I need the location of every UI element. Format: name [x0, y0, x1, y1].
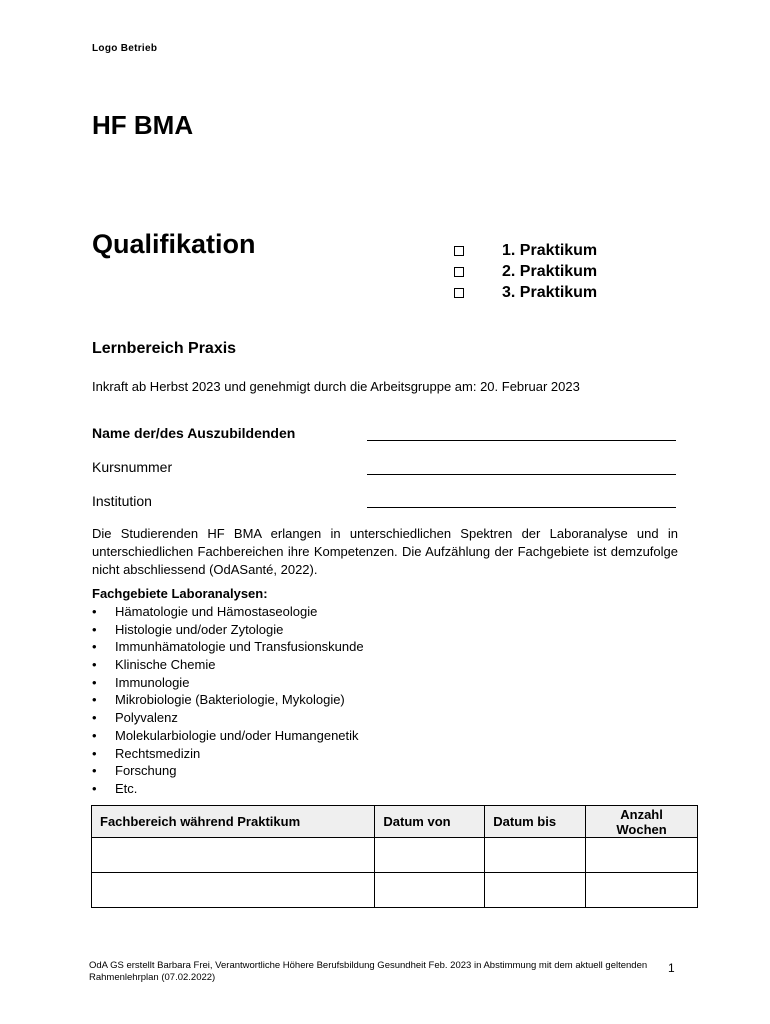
bullet-icon: •: [92, 763, 97, 779]
column-header-anzahl-wochen: Anzahl Wochen: [586, 806, 698, 838]
fachgebiete-list: [92, 603, 364, 798]
table-cell[interactable]: [485, 873, 586, 908]
course-number-field[interactable]: [367, 474, 676, 475]
list-item-text: Molekularbiologie und/oder Humangenetik: [115, 727, 359, 743]
bullet-icon: •: [92, 780, 97, 796]
column-header-fachbereich: Fachbereich während Praktikum: [92, 806, 375, 838]
document-title: HF BMA: [92, 110, 194, 140]
page-number: 1: [668, 961, 675, 975]
footer-text: OdA GS erstellt Barbara Frei, Verantwortliche Höhere Berufsbildung Gesundheit Feb. 2023 in Abstimmung mit dem aktuell geltenden Rahmenlehrplan (07.02.2022): [89, 960, 648, 983]
list-item-text: Hämatologie und Hämostaseologie: [115, 604, 318, 619]
list-item-text: Immunhämatologie und Transfusionskunde: [115, 639, 364, 655]
list-item: [92, 603, 364, 621]
bullet-icon: •: [92, 604, 97, 619]
praktikum-option-label: 1. Praktikum: [502, 241, 598, 259]
list-item: [92, 691, 364, 709]
praktikum-checkbox-group: [454, 240, 597, 303]
table-row: [92, 873, 698, 908]
intro-paragraph: Die Studierenden HF BMA erlangen in unterschiedlichen Spektren der Laboranalyse und in unterschiedlichen Fachbereichen ihre Kompetenzen. Die Aufzählung der Fachgebiete ist demzufolge nicht abschliessend (OdASanté, 2022).: [92, 526, 678, 577]
column-header-datum-von: Datum von: [375, 806, 485, 838]
praktikum-table: [91, 805, 698, 908]
praktikum-option-1[interactable]: [454, 240, 597, 261]
checkbox[interactable]: [454, 267, 464, 277]
list-item: [92, 638, 364, 656]
bullet-icon: •: [92, 657, 97, 673]
list-item-text: Histologie und/oder Zytologie: [115, 621, 284, 637]
table-cell[interactable]: [92, 838, 375, 873]
table-cell[interactable]: [485, 838, 586, 873]
course-number-label: Kursnummer: [92, 459, 173, 475]
table-cell[interactable]: [375, 873, 485, 908]
praktikum-option-label: 3. Praktikum: [502, 283, 598, 301]
bullet-icon: •: [92, 727, 97, 743]
list-item: [92, 780, 364, 798]
table-cell[interactable]: [375, 838, 485, 873]
list-item-text: Rechtsmedizin: [115, 745, 201, 761]
section-title: Lernbereich Praxis: [92, 340, 237, 357]
list-item-text: Polyvalenz: [115, 710, 178, 726]
list-item: [92, 745, 364, 763]
table-cell[interactable]: [586, 873, 698, 908]
praktikum-option-2[interactable]: [454, 261, 597, 282]
trainee-name-label: Name der/des Auszubildenden: [92, 425, 296, 441]
list-item: [92, 709, 364, 727]
list-item-text: Forschung: [115, 763, 177, 779]
list-item-text: Etc.: [115, 780, 138, 796]
checkbox[interactable]: [454, 288, 464, 298]
list-item: [92, 727, 364, 745]
bullet-icon: •: [92, 692, 97, 708]
table-cell[interactable]: [586, 838, 698, 873]
column-header-datum-bis: Datum bis: [485, 806, 586, 838]
bullet-icon: •: [92, 745, 97, 761]
list-item: [92, 674, 364, 692]
praktikum-option-3[interactable]: [454, 282, 597, 303]
praktikum-option-label: 2. Praktikum: [502, 262, 598, 280]
institution-field[interactable]: [367, 507, 676, 508]
bullet-icon: •: [92, 710, 97, 726]
list-item: [92, 762, 364, 780]
list-item: [92, 656, 364, 674]
table-cell[interactable]: [92, 873, 375, 908]
bullet-icon: •: [92, 674, 97, 690]
table-row: [92, 838, 698, 873]
list-item: [92, 621, 364, 639]
validity-note: Inkraft ab Herbst 2023 und genehmigt durch die Arbeitsgruppe am: 20. Februar 2023: [92, 379, 580, 394]
fachgebiete-title: Fachgebiete Laboranalysen:: [92, 586, 268, 601]
trainee-name-field[interactable]: [367, 440, 676, 441]
bullet-icon: •: [92, 621, 97, 637]
list-item-text: Mikrobiologie (Bakteriologie, Mykologie): [115, 692, 345, 708]
logo-placeholder: Logo Betrieb: [92, 43, 158, 54]
list-item-text: Klinische Chemie: [115, 657, 216, 673]
bullet-icon: •: [92, 639, 97, 655]
checkbox[interactable]: [454, 246, 464, 256]
list-item-text: Immunologie: [115, 674, 190, 690]
table-header-row: [92, 806, 698, 838]
qualification-title: Qualifikation: [92, 229, 256, 259]
institution-label: Institution: [92, 493, 152, 509]
